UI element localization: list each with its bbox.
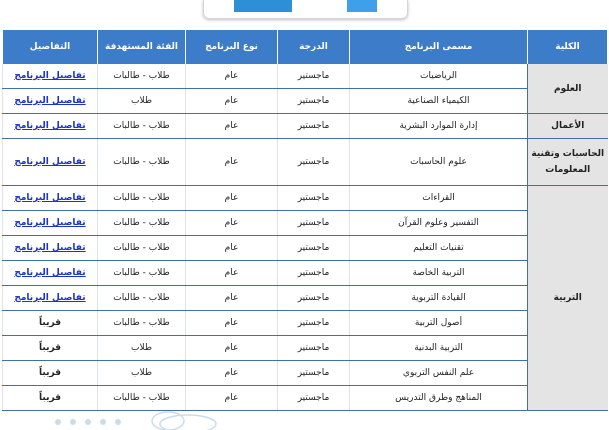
- degree-cell: ماجستير: [278, 236, 350, 261]
- program-type-cell: عام: [186, 139, 278, 186]
- target-group-cell: طلاب - طالبات: [98, 386, 186, 411]
- program-name-cell: علم النفس التربوي: [350, 361, 528, 386]
- target-group-cell: طلاب: [98, 89, 186, 114]
- program-details-link[interactable]: تفاصيل البرنامج: [14, 293, 86, 303]
- program-type-cell: عام: [186, 186, 278, 211]
- program-type-cell: عام: [186, 286, 278, 311]
- faculty-cell: الحاسبات وتقنية المعلومات: [528, 139, 608, 186]
- table-row: [3, 386, 608, 411]
- table-row: [3, 89, 608, 114]
- degree-cell: ماجستير: [278, 186, 350, 211]
- degree-cell: ماجستير: [278, 139, 350, 186]
- degree-cell: ماجستير: [278, 386, 350, 411]
- program-name-cell: التربية الخاصة: [350, 261, 528, 286]
- details-cell: [3, 186, 98, 211]
- program-name-cell: علوم الحاسبات: [350, 139, 528, 186]
- table-row: [3, 211, 608, 236]
- degree-cell: ماجستير: [278, 361, 350, 386]
- program-type-cell: عام: [186, 261, 278, 286]
- program-name-cell: الكيمياء الصناعية: [350, 89, 528, 114]
- program-details-link[interactable]: تفاصيل البرنامج: [14, 268, 86, 278]
- details-cell: [3, 236, 98, 261]
- programs-table: [2, 30, 608, 411]
- degree-cell: ماجستير: [278, 311, 350, 336]
- program-type-cell: عام: [186, 89, 278, 114]
- table-row: [3, 236, 608, 261]
- table-row: [3, 114, 608, 139]
- program-type-cell: عام: [186, 386, 278, 411]
- degree-cell: ماجستير: [278, 89, 350, 114]
- program-name-cell: المناهج وطرق التدريس: [350, 386, 528, 411]
- degree-cell: ماجستير: [278, 114, 350, 139]
- degree-cell: ماجستير: [278, 336, 350, 361]
- table-row: [3, 286, 608, 311]
- program-type-cell: عام: [186, 64, 278, 89]
- details-cell: [3, 114, 98, 139]
- program-type-cell: عام: [186, 114, 278, 139]
- details-cell: [3, 361, 98, 386]
- program-name-cell: الرياضيات: [350, 64, 528, 89]
- faculty-cell: التربية: [528, 186, 608, 411]
- header-degree: الدرجة: [278, 30, 350, 64]
- details-cell: [3, 211, 98, 236]
- degree-cell: ماجستير: [278, 211, 350, 236]
- target-group-cell: طلاب: [98, 336, 186, 361]
- table-row: [3, 361, 608, 386]
- target-group-cell: طلاب: [98, 361, 186, 386]
- details-cell: [3, 311, 98, 336]
- details-cell: [3, 64, 98, 89]
- table-header-row: [3, 30, 608, 64]
- target-group-cell: طلاب - طالبات: [98, 211, 186, 236]
- program-name-cell: التفسير وعلوم القرآن: [350, 211, 528, 236]
- degree-cell: ماجستير: [278, 64, 350, 89]
- program-details-link[interactable]: تفاصيل البرنامج: [14, 243, 86, 253]
- program-type-cell: عام: [186, 361, 278, 386]
- target-group-cell: طلاب - طالبات: [98, 261, 186, 286]
- program-name-cell: القراءات: [350, 186, 528, 211]
- degree-cell: ماجستير: [278, 286, 350, 311]
- target-group-cell: طلاب - طالبات: [98, 64, 186, 89]
- program-details-link[interactable]: تفاصيل البرنامج: [14, 157, 86, 167]
- faculty-cell: الأعمال: [528, 114, 608, 139]
- page-banner: [203, 0, 408, 19]
- table-row: [3, 311, 608, 336]
- program-details-link[interactable]: تفاصيل البرنامج: [14, 193, 86, 203]
- degree-cell: ماجستير: [278, 261, 350, 286]
- program-details-link[interactable]: تفاصيل البرنامج: [14, 218, 86, 228]
- program-name-cell: إدارة الموارد البشرية: [350, 114, 528, 139]
- banner-block: [347, 0, 377, 12]
- program-details-link[interactable]: تفاصيل البرنامج: [14, 71, 86, 81]
- watermark-cloud: [18, 408, 228, 430]
- coming-soon-label: قريباً: [39, 318, 61, 328]
- program-details-link[interactable]: تفاصيل البرنامج: [14, 96, 86, 106]
- target-group-cell: طلاب - طالبات: [98, 236, 186, 261]
- target-group-cell: طلاب - طالبات: [98, 311, 186, 336]
- target-group-cell: طلاب - طالبات: [98, 286, 186, 311]
- target-group-cell: طلاب - طالبات: [98, 139, 186, 186]
- header-details: التفاصيل: [3, 30, 98, 64]
- faculty-cell: العلوم: [528, 64, 608, 114]
- table-body: [3, 64, 608, 411]
- table-row: [3, 186, 608, 211]
- target-group-cell: طلاب - طالبات: [98, 186, 186, 211]
- program-name-cell: أصول التربية: [350, 311, 528, 336]
- table-row: [3, 64, 608, 89]
- program-type-cell: عام: [186, 336, 278, 361]
- header-program-type: نوع البرنامج: [186, 30, 278, 64]
- program-details-link[interactable]: تفاصيل البرنامج: [14, 121, 86, 131]
- coming-soon-label: قريباً: [39, 343, 61, 353]
- program-name-cell: التربية البدنية: [350, 336, 528, 361]
- banner-block: [234, 0, 292, 12]
- details-cell: [3, 286, 98, 311]
- details-cell: [3, 139, 98, 186]
- coming-soon-label: قريباً: [39, 393, 61, 403]
- details-cell: [3, 89, 98, 114]
- program-type-cell: عام: [186, 211, 278, 236]
- header-target-group: الفئة المستهدفة: [98, 30, 186, 64]
- program-type-cell: عام: [186, 311, 278, 336]
- header-faculty: الكلية: [528, 30, 608, 64]
- details-cell: [3, 336, 98, 361]
- table-row: [3, 139, 608, 186]
- details-cell: [3, 261, 98, 286]
- program-name-cell: تقنيات التعليم: [350, 236, 528, 261]
- coming-soon-label: قريباً: [39, 368, 61, 378]
- table-row: [3, 261, 608, 286]
- target-group-cell: طلاب - طالبات: [98, 114, 186, 139]
- table-row: [3, 336, 608, 361]
- header-program-name: مسمى البرنامج: [350, 30, 528, 64]
- program-name-cell: القيادة التربوية: [350, 286, 528, 311]
- program-type-cell: عام: [186, 236, 278, 261]
- details-cell: [3, 386, 98, 411]
